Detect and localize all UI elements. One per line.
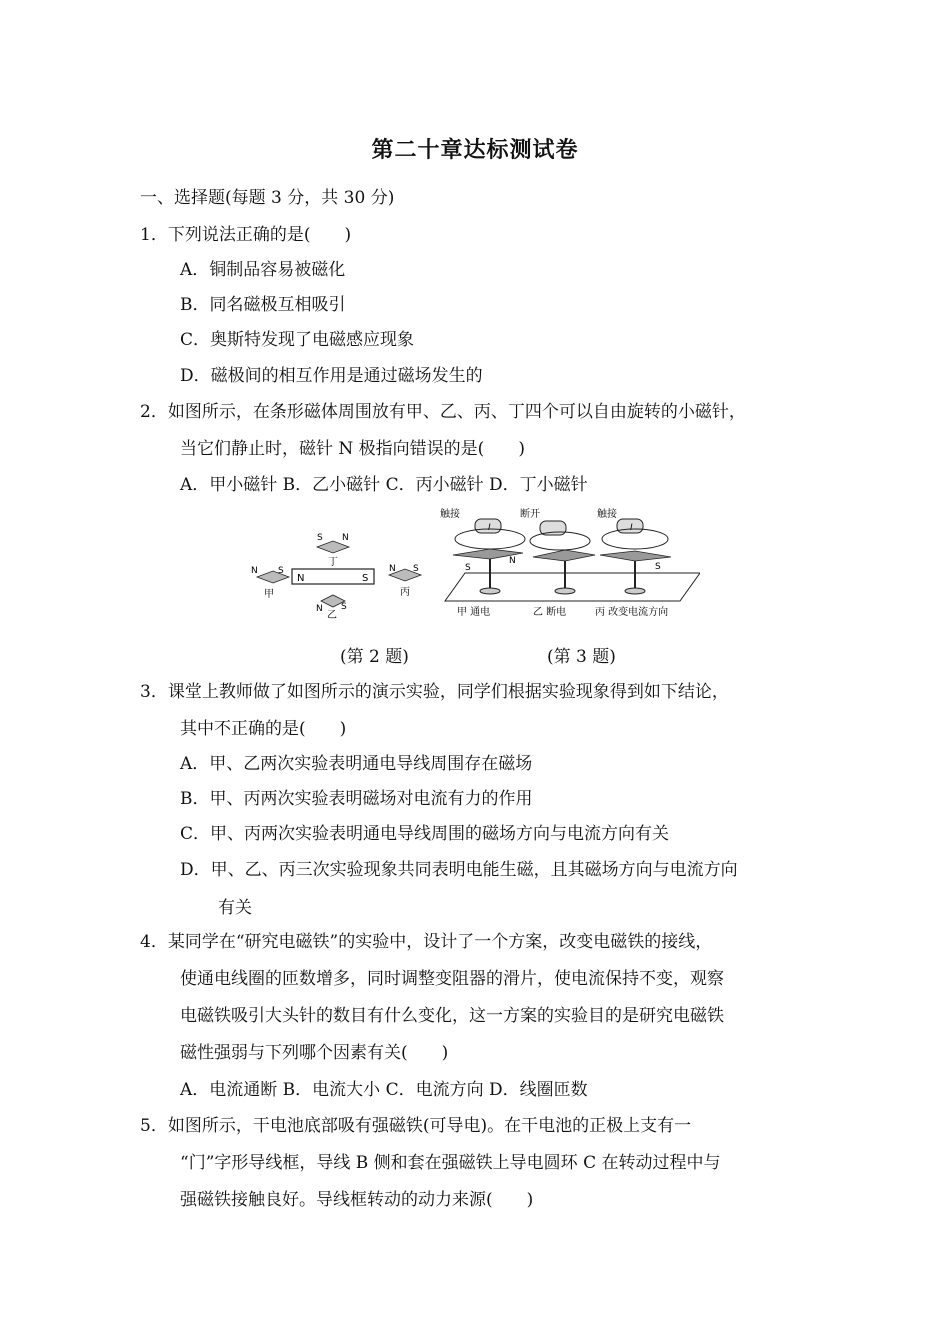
q3-option-d: D．甲、乙、丙三次实验现象共同表明电能生磁，且其磁场方向与电流方向 [180,860,738,880]
q4-stem-line1: 4．某同学在“研究电磁铁”的实验中，设计了一个方案，改变电磁铁的接线， [140,932,713,952]
needle-jia-s: S [278,566,284,576]
q4-stem-line4: 磁性强弱与下列哪个因素有关( ) [180,1043,449,1063]
needle-yi-s: S [341,602,347,612]
q1-option-c: C．奥斯特发现了电磁感应现象 [180,330,415,350]
figure-q2-bar-magnet [245,525,435,620]
q1-option-d: D．磁极间的相互作用是通过磁场发生的 [180,366,483,386]
magnet-n-label: N [297,573,305,584]
top-label-3: 触接 [597,509,617,520]
q2-options: A．甲小磁针 B．乙小磁针 C．丙小磁针 D．丁小磁针 [180,475,588,495]
q2-stem-line2: 当它们静止时，磁针 N 极指向错误的是( ) [180,439,525,459]
q5-stem-line1: 5．如图所示，干电池底部吸有强磁铁(可导电)。在干电池的正极上支有一 [140,1116,692,1136]
needle-bing-n: N [389,564,396,574]
bottom-label-2: 乙 断电 [533,607,567,618]
setup-jia-s: S [465,563,471,573]
q4-stem-line3: 电磁铁吸引大头针的数目有什么变化，这一方案的实验目的是研究电磁铁 [180,1006,724,1026]
figure-q3-oersted [435,503,700,623]
caption-q2: (第 2 题) [340,647,409,667]
bottom-label-1: 甲 通电 [457,607,491,618]
setup-jia-n: N [509,556,516,566]
setup-bing-s: S [655,562,661,572]
q3-option-a: A．甲、乙两次实验表明通电导线周围存在磁场 [180,754,533,774]
needle-yi-n: N [316,604,323,614]
q3-option-d-cont: 有关 [218,898,252,918]
section-heading: 一、选择题(每题 3 分，共 30 分) [140,188,395,208]
current-label-1: I [488,523,491,533]
q1-option-b: B．同名磁极互相吸引 [180,295,346,315]
current-label-2: I [630,523,633,533]
q3-option-c: C．甲、丙两次实验表明通电导线周围的磁场方向与电流方向有关 [180,824,670,844]
q5-stem-line3: 强磁铁接触良好。导线框转动的动力来源( ) [180,1190,534,1210]
caption-q3: (第 3 题) [547,647,616,667]
needle-yi-label: 乙 [327,610,337,620]
top-label-1: 触接 [440,509,460,520]
needle-jia [257,571,289,583]
q4-options: A．电流通断 B．电流大小 C．电流方向 D．线圈匝数 [180,1080,588,1100]
q2-stem-line1: 2．如图所示，在条形磁体周围放有甲、乙、丙、丁四个可以自由旋转的小磁针， [140,402,746,422]
needle-ding-n: N [342,533,349,543]
needle-bing-s: S [413,564,419,574]
q5-stem-line2: “门”字形导线框，导线 B 侧和套在强磁铁上导电圆环 C 在转动过程中与 [180,1153,721,1173]
q1-stem: 1．下列说法正确的是( ) [140,225,352,245]
needle-jia-label: 甲 [264,589,274,600]
q1-option-a: A．铜制品容易被磁化 [180,260,346,280]
q3-stem-line1: 3．课堂上教师做了如图所示的演示实验，同学们根据实验现象得到如下结论， [140,682,729,702]
page-title: 第二十章达标测试卷 [371,138,579,163]
needle-ding-s: S [317,533,323,543]
top-label-2: 断开 [520,509,540,520]
table-surface [445,573,700,601]
bottom-label-3: 丙 改变电流方向 [595,607,669,618]
q3-stem-line2: 其中不正确的是( ) [180,719,347,739]
needle-jia-n: N [251,566,258,576]
needle-ding-label: 丁 [328,557,338,568]
magnet-s-label: S [362,573,369,584]
q3-option-b: B．甲、丙两次实验表明磁场对电流有力的作用 [180,789,533,809]
needle-bing-label: 丙 [400,587,410,598]
q4-stem-line2: 使通电线圈的匝数增多，同时调整变阻器的滑片，使电流保持不变，观察 [180,969,724,989]
